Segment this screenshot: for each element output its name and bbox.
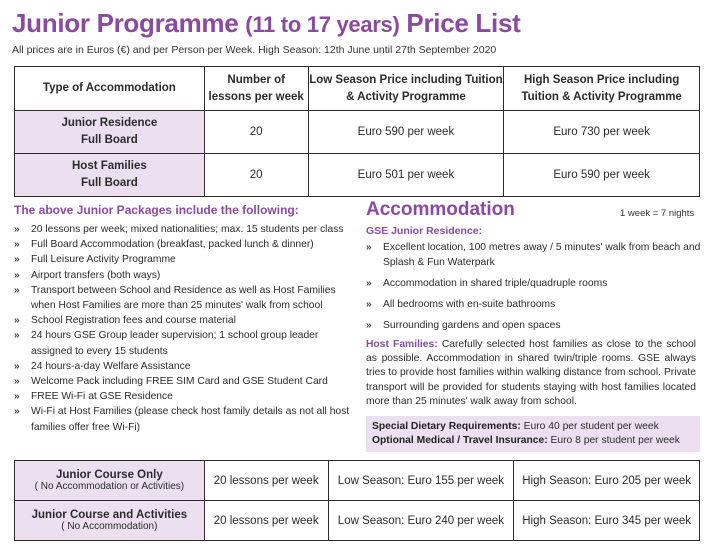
list-item: » Accommodation in shared triple/quadruple rooms xyxy=(366,278,608,289)
list-item: » Transport between School and Residence as well as Host Families when Host Families are more than 25 minutes' walk from school xyxy=(14,284,336,312)
chevron-right-icon: » xyxy=(14,239,20,251)
accommodation-list xyxy=(366,240,706,339)
header-high-season: High Season Price including Tuition & Activity Programme xyxy=(504,67,700,111)
dietary-line: Special Dietary Requirements: Euro 40 per student per week xyxy=(372,421,659,432)
chevron-right-icon: » xyxy=(366,278,372,289)
chevron-right-icon: » xyxy=(14,360,20,372)
course-type: Junior Course Only ( No Accommodation or Activities) xyxy=(15,461,205,501)
row-type: Host Families Full Board xyxy=(15,154,205,197)
chevron-right-icon: » xyxy=(366,320,372,331)
row-lessons: 20 xyxy=(204,111,308,154)
price-table xyxy=(14,66,700,197)
header-lessons: Number of lessons per week xyxy=(204,67,308,111)
header-low-season: Low Season Price including Tuition & Activity Programme xyxy=(308,67,504,111)
row-high-price: Euro 730 per week xyxy=(504,111,700,154)
course-low-price: Low Season: Euro 240 per week xyxy=(328,501,514,541)
list-item: » Excellent location, 100 metres away / 5 minutes' walk from beach and Splash & Fun Waterpark xyxy=(366,242,701,268)
table-row xyxy=(15,111,700,154)
chevron-right-icon: » xyxy=(14,254,20,266)
list-item: » Wi-Fi at Host Families (please check host family details as not all host families offer free Wi-Fi) xyxy=(14,406,350,433)
extras-box xyxy=(366,416,700,452)
list-item: » 24 hours GSE Group leader supervision; 1 school group leader assigned to every 15 students xyxy=(14,330,319,357)
includes-heading: The above Junior Packages include the following: xyxy=(14,203,299,217)
course-high-price: High Season: Euro 345 per week xyxy=(514,501,700,541)
list-item: » 20 lessons per week; mixed nationalities; max. 15 students per class xyxy=(14,222,354,237)
chevron-right-icon: » xyxy=(366,299,372,310)
gse-residence-heading: GSE Junior Residence: xyxy=(366,225,483,237)
course-lessons: 20 lessons per week xyxy=(204,501,328,541)
chevron-right-icon: » xyxy=(14,376,20,388)
chevron-right-icon: » xyxy=(14,315,20,327)
accommodation-title: Accommodation xyxy=(366,199,515,220)
course-low-price: Low Season: Euro 155 per week xyxy=(328,461,514,501)
table-row xyxy=(15,154,700,197)
list-item: » School Registration fees and course material xyxy=(14,313,354,328)
list-item: » Airport transfers (both ways) xyxy=(14,268,354,283)
row-type: Junior Residence Full Board xyxy=(15,111,205,154)
header-type: Type of Accommodation xyxy=(15,67,205,111)
host-families-label: Host Families: xyxy=(366,339,438,350)
host-families-text: Host Families: Carefully selected host families as close to the school as possible. Accommodation in shared twin/triple rooms. GSE always tries to provide host families within walking distance from school. Private transport will be provided for students staying with host families located more than 25 minutes' walk away from school. xyxy=(366,339,696,407)
chevron-right-icon: » xyxy=(14,406,20,418)
list-item: » Full Board Accommodation (breakfast, packed lunch & dinner) xyxy=(14,237,354,252)
chevron-right-icon: » xyxy=(14,330,20,342)
table-row xyxy=(15,501,700,541)
includes-list xyxy=(14,222,354,435)
course-lessons: 20 lessons per week xyxy=(204,461,328,501)
list-item: » All bedrooms with en-suite bathrooms xyxy=(366,299,556,310)
insurance-line: Optional Medical / Travel Insurance: Euro 8 per student per week xyxy=(372,435,680,446)
chevron-right-icon: » xyxy=(366,242,372,253)
row-low-price: Euro 590 per week xyxy=(308,111,504,154)
page-title: Junior Programme (11 to 17 years) Price List xyxy=(12,8,521,38)
list-item: » FREE Wi-Fi at GSE Residence xyxy=(14,389,354,404)
week-note: 1 week = 7 nights xyxy=(620,208,695,219)
row-lessons: 20 xyxy=(204,154,308,197)
list-item: » 24 hours-a-day Welfare Assistance xyxy=(14,359,354,374)
chevron-right-icon: » xyxy=(14,391,20,403)
course-table xyxy=(14,460,700,541)
chevron-right-icon: » xyxy=(14,284,20,296)
page-subtitle: All prices are in Euros (€) and per Person per Week. High Season: 12th June until 27th September 2020 xyxy=(12,44,497,56)
chevron-right-icon: » xyxy=(14,224,20,235)
table-row xyxy=(15,461,700,501)
row-high-price: Euro 590 per week xyxy=(504,154,700,197)
list-item: » Full Leisure Activity Programme xyxy=(14,252,354,267)
price-table-header-row xyxy=(15,67,700,111)
list-item: » Surrounding gardens and open spaces xyxy=(366,320,561,331)
chevron-right-icon: » xyxy=(14,269,20,281)
course-type: Junior Course and Activities ( No Accommodation) xyxy=(15,501,205,541)
list-item: » Welcome Pack including FREE SIM Card and GSE Student Card xyxy=(14,374,354,389)
row-low-price: Euro 501 per week xyxy=(308,154,504,197)
course-high-price: High Season: Euro 205 per week xyxy=(514,461,700,501)
